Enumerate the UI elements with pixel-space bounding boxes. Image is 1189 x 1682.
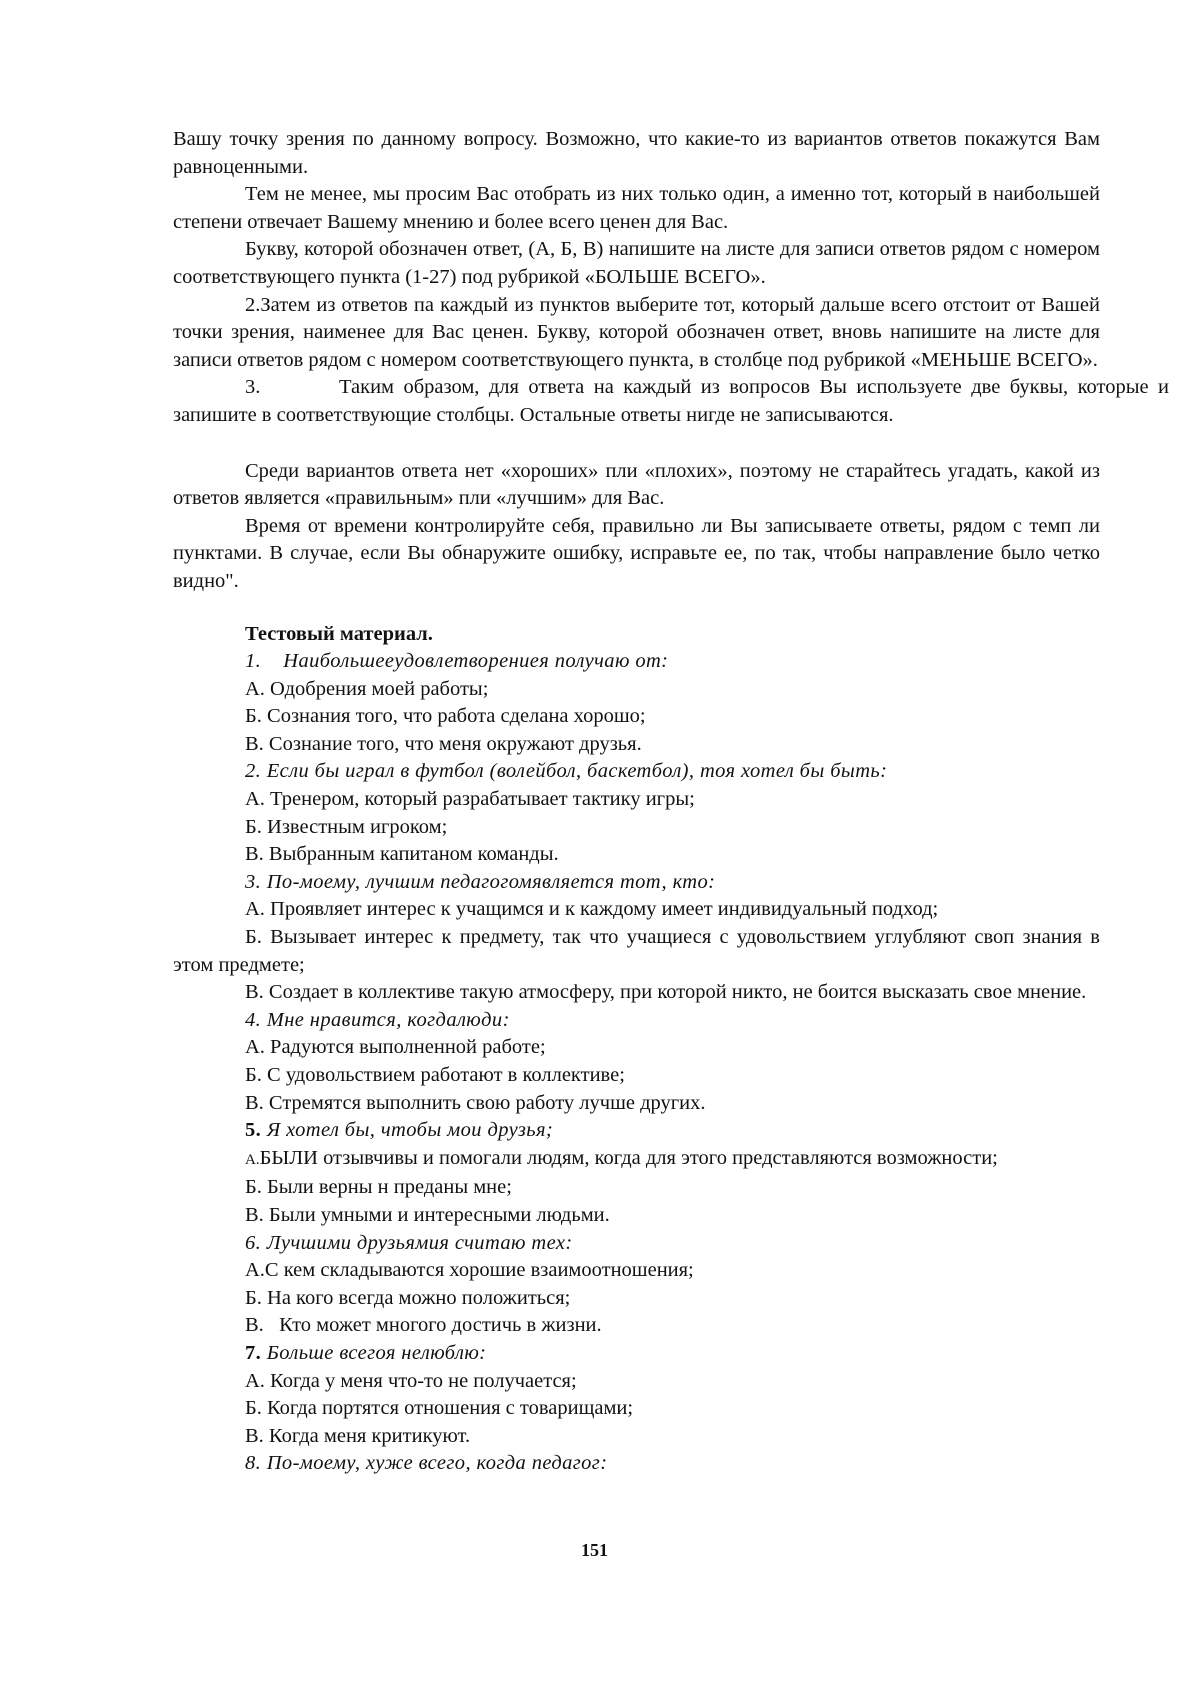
- answer-option: [173, 1145, 1100, 1175]
- answer-option: Б. Сознания того, что работа сделана хорошо;: [245, 705, 646, 728]
- question-title: [173, 1117, 1100, 1145]
- question-number: 2.: [245, 760, 262, 783]
- instruction-paragraph: Тем не менее, мы просим Вас отобрать из них только один, а именно тот, который в наибольшей степени отвечает Вашему мнению и более всего ценен для Вас.: [173, 183, 1100, 233]
- question-text: По-моему, хуже всего, когда педагог:: [266, 1452, 608, 1475]
- question-number: 7.: [245, 1341, 262, 1364]
- spacer: [173, 596, 1100, 621]
- answer-option: В. Сознание того, что меня окружают друзья.: [245, 732, 642, 755]
- question-number: 6.: [245, 1231, 262, 1254]
- page-number: 151: [581, 1540, 608, 1560]
- question-title: [173, 1230, 1100, 1258]
- question-text: По-моему, лучшим педагогомявляется тот, кто:: [266, 870, 716, 893]
- instruction-paragraph: Вашу точку зрения по данному вопросу. Возможно, что какие-то из вариантов ответов покажутся Вам равноценными.: [173, 128, 1100, 178]
- instruction-point-3: [173, 374, 1169, 429]
- page-body: [173, 126, 1169, 1478]
- question-text: Если бы играл в футбол (волейбол, баскетбол), тоя хотел бы быть:: [266, 760, 888, 783]
- answer-option: В. Кто может многого достичь в жизни.: [245, 1314, 602, 1337]
- question-title: [173, 869, 1100, 897]
- answer-option: А. Проявляет интерес к учащимся и к каждому имеет индивидуальный подход;: [245, 898, 939, 921]
- point-number: 3.: [245, 376, 261, 399]
- answer-option: В. Были умными и интересными людьми.: [245, 1203, 610, 1226]
- answer-option: В. Стремятся выполнить свою работу лучше других.: [245, 1091, 706, 1114]
- answer-option: А. Радуются выполненной работе;: [245, 1036, 546, 1059]
- instruction-paragraph: 2.Затем из ответов па каждый из пунктов выберите тот, который дальше всего отстоит от Вашей точки зрения, наименее для Вас ценен. Букву, которой обозначен ответ, вновь напишите на листе для записи ответов рядом с номером соответствующего пункта, в столбце под рубрикой «МЕНЬШЕ ВСЕГО».: [173, 293, 1100, 371]
- instruction-paragraph: Букву, которой обозначен ответ, (А, Б, В) напишите на листе для записи ответов рядом с номером соответствующего пункта (1-27) под рубрикой «БОЛЬШЕ ВСЕГО».: [173, 238, 1100, 288]
- spacer: [173, 430, 1100, 458]
- answer-option: А.С кем складываются хорошие взаимоотношения;: [245, 1259, 694, 1282]
- question-number: 4.: [245, 1008, 262, 1031]
- point-text: Таким образом, для ответа на каждый из вопросов Вы используете две буквы, которые и запишите в соответствующие столбцы. Остальные ответы нигде не записываются.: [173, 376, 1169, 426]
- answer-option: Б. С удовольствием работают в коллективе;: [245, 1064, 625, 1086]
- answer-option: Б. Были верны н преданы мне;: [245, 1176, 512, 1199]
- question-text: Лучшими друзьямия считаю тех:: [266, 1231, 573, 1254]
- question-title: [173, 1007, 1100, 1035]
- answer-option: Б. На кого всегда можно положиться;: [245, 1286, 571, 1309]
- option-text: БЫЛИ отзывчивы и помогали людям, когда для этого представляются возможности;: [259, 1146, 998, 1169]
- answer-option: В. Выбранным капитаном команды.: [245, 843, 559, 866]
- option-letter: А.: [245, 1151, 260, 1168]
- note-paragraph: Время от времени контролируйте себя, правильно ли Вы записываете ответы, рядом с темп ли пунктами. В случае, если Вы обнаружите ошибку, исправьте ее, по так, чтобы направление было четко видно".: [173, 514, 1100, 592]
- question-title: [173, 1450, 1100, 1478]
- question-number: 3.: [245, 870, 262, 893]
- answer-option: В. Создает в коллективе такую атмосферу, при которой никто, не боится высказать свое мнение.: [245, 981, 1087, 1004]
- answer-option: А. Тренером, который разрабатывает тактику игры;: [245, 788, 695, 811]
- question-title: [173, 1340, 1100, 1368]
- question-number: 1.: [245, 650, 262, 673]
- question-title: [173, 758, 1100, 786]
- answer-option: Б. Известным игроком;: [245, 815, 448, 838]
- question-number: 5.: [245, 1119, 262, 1142]
- answer-option: Б. Когда портятся отношения с товарищами;: [245, 1397, 634, 1420]
- question-title: [173, 648, 1100, 676]
- section-heading: Тестовый материал.: [245, 622, 433, 645]
- question-number: 8.: [245, 1452, 262, 1475]
- answer-option: А. Одобрения моей работы;: [245, 677, 489, 700]
- question-text: Больше всегоя нелюблю:: [266, 1341, 487, 1364]
- answer-option: В. Когда меня критикуют.: [245, 1424, 471, 1447]
- answer-option: А. Когда у меня что-то не получается;: [245, 1369, 577, 1392]
- question-text: Наибольшееудовлетворениея получаю от:: [283, 650, 669, 673]
- note-paragraph: Среди вариантов ответа нет «хороших» пли «плохих», поэтому не старайтесь угадать, какой из ответов является «правильным» пли «лучшим» для Вас.: [173, 459, 1100, 510]
- question-text: Мне нравится, когдалюди:: [266, 1008, 510, 1031]
- question-text: Я хотел бы, чтобы мои друзья;: [266, 1119, 554, 1142]
- answer-option: Б. Вызывает интерес к предмету, так что учащиеся с удовольствием углубляют своп знания в этом предмете;: [173, 926, 1100, 976]
